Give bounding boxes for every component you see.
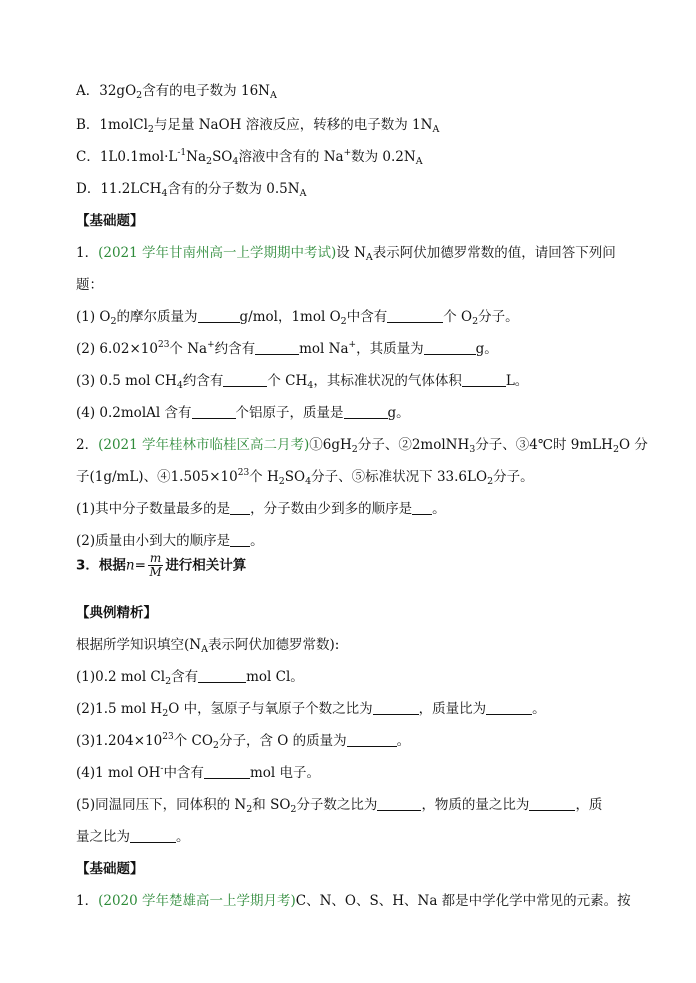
question-2-part-2: (2)质量由小到大的顺序是 。 (76, 533, 264, 549)
answer-blank[interactable] (424, 341, 476, 355)
answer-blank[interactable] (486, 701, 532, 715)
answer-blank[interactable] (462, 373, 506, 387)
question-1-stem-cont: 题： (76, 277, 103, 293)
example-part-5-cont: 量之比为 。 (76, 829, 190, 845)
formula-fraction: $\frac{m}{M}$ (149, 551, 162, 579)
answer-blank[interactable] (412, 501, 432, 515)
example-part-5: (5)同温同压下，同体积的 $N_2$和 $SO_2$分子数之比为 ，物质的量之比为 ，质 (76, 797, 603, 815)
section-3-heading: 3．根据n= $\frac{m}{M}$ 进行相关计算 (76, 551, 247, 579)
example-part-3: $(3)1.204\times 10^{23}$个 $CO_2$分子，含 O 的质量为 。 (76, 732, 411, 751)
question-source: (2020 学年楚雄高一上学期月考) (98, 893, 296, 909)
answer-blank[interactable] (198, 309, 240, 323)
option-b: B．1molCl$_2$与足量 NaOH 溶液反应，转移的电子数为 $1N_A$ (76, 117, 440, 135)
section-heading-basic-1: 【基础题】 (76, 213, 144, 229)
option-a: A．$32gO_2$含有的电子数为 $16N_A$ (76, 83, 277, 101)
answer-blank[interactable] (529, 797, 575, 811)
answer-blank[interactable] (387, 309, 443, 323)
answer-blank[interactable] (130, 829, 176, 843)
question-1-stem: 1．(2021 学年甘南州高一上学期期中考试)设 $N_A$表示阿伏加德罗常数的值，请回答下列问 (76, 245, 616, 263)
option-c: C．$1L0.1mol\cdot L^{-1}Na_2SO_4$溶液中含有的 Na+数为 $0.2N_A$ (76, 148, 423, 167)
question-1-part-4: (4) 0.2molAl 含有 个铝原子，质量是 g。 (76, 405, 410, 421)
question-2-stem-cont: 子(1g/mL)、$④1.505\times 10^{23}$个 $H_2SO_4$分子、⑤标准状况下 $33.6LO_2$分子。 (76, 468, 534, 487)
answer-blank[interactable] (230, 533, 250, 547)
answer-blank[interactable] (255, 341, 299, 355)
answer-blank[interactable] (344, 405, 388, 419)
question-3-stem: 1．(2020 学年楚雄高一上学期月考)C、N、O、S、H、Na 都是中学化学中常见的元素。按 (76, 893, 631, 909)
question-2-part-1: (1)其中分子数量最多的是 ，分子数由少到多的顺序是 。 (76, 501, 446, 517)
option-d: D．$11.2LCH_4$含有的分子数为 $0.5N_A$ (76, 181, 307, 199)
answer-blank[interactable] (377, 797, 421, 811)
question-1-part-2: (2) $6.02\times 10^{23}$个 Na+约含有 mol Na+，其质量为 g。 (76, 340, 498, 357)
section-heading-basic-2: 【基础题】 (76, 861, 144, 877)
example-part-1: (1)0.2 mol $Cl_2$含有 mol Cl。 (76, 669, 304, 687)
example-part-2: (2)1.5 mol $H_2O$ 中，氢原子与氧原子个数之比为 ，质量比为 。 (76, 701, 546, 719)
question-source: (2021 学年桂林市临桂区高二月考) (98, 437, 310, 453)
question-1-part-1: (1) $O_2$的摩尔质量为 g/mol，1mol $O_2$中含有 个 $O_2$分子。 (76, 309, 519, 327)
answer-blank[interactable] (223, 373, 267, 387)
answer-blank[interactable] (230, 501, 250, 515)
answer-blank[interactable] (204, 765, 250, 779)
answer-blank[interactable] (373, 701, 419, 715)
question-source: (2021 学年甘南州高一上学期期中考试) (98, 245, 337, 261)
answer-blank[interactable] (198, 669, 246, 683)
answer-blank[interactable] (192, 405, 236, 419)
answer-blank[interactable] (347, 733, 397, 747)
section-heading-example: 【典例精析】 (76, 605, 157, 621)
example-intro: 根据所学知识填空($N_A$表示阿伏加德罗常数): (76, 637, 340, 655)
question-1-part-3: (3) 0.5 mol $CH_4$约含有 个 $CH_4$，其标准状况的气体体积 L。 (76, 373, 529, 391)
question-2-stem: 2．(2021 学年桂林市临桂区高二月考)$①6gH_2$分子、②2molNH$_3$分子、③4℃时 9mLH$_2$O 分 (76, 437, 648, 455)
example-part-4: (4)1 mol OH-中含有 mol 电子。 (76, 764, 320, 781)
